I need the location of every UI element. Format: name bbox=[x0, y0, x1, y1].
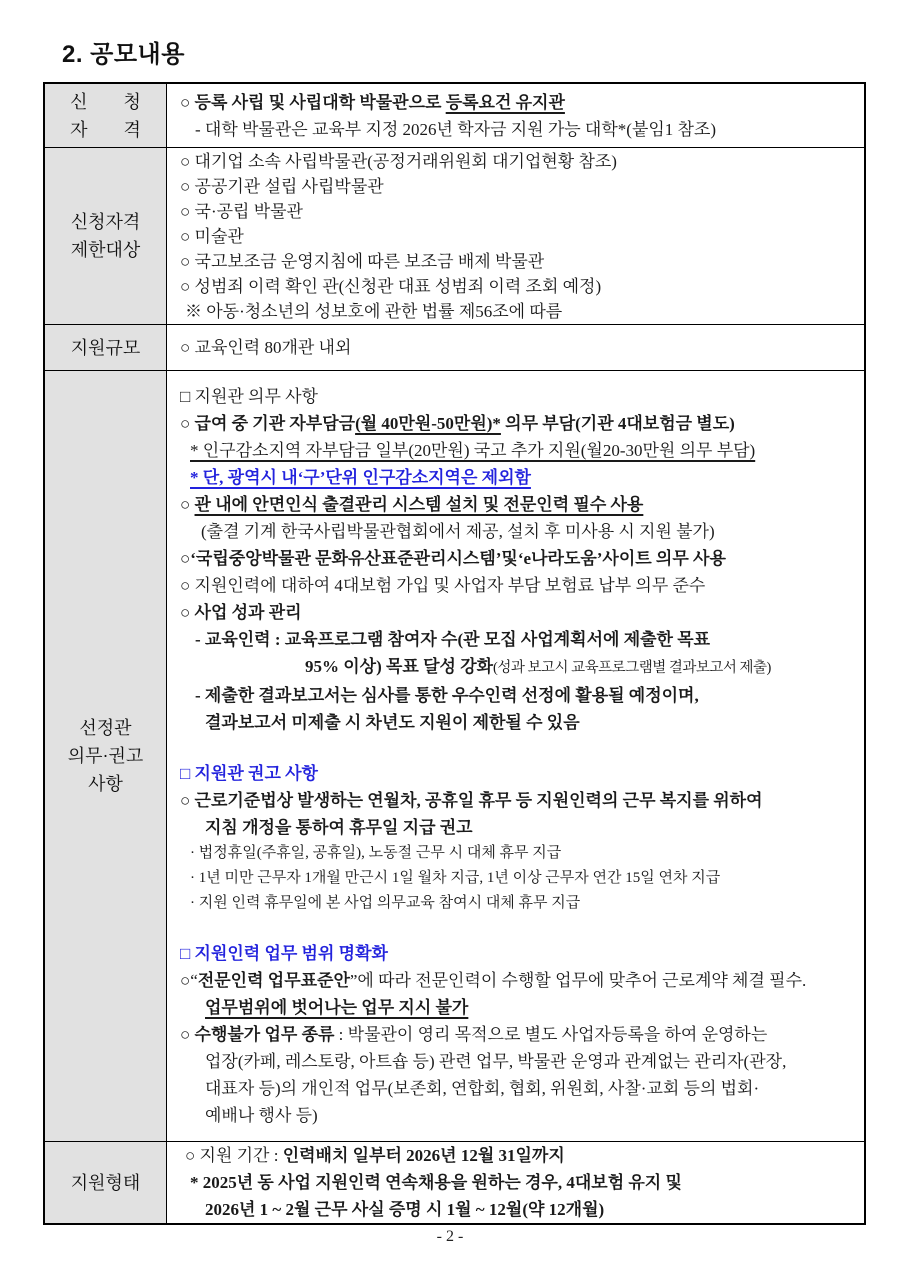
text-line bbox=[171, 760, 860, 787]
text-line bbox=[171, 841, 860, 866]
row-content bbox=[167, 84, 864, 147]
text-segment: 대표자 등)의 개인적 업무(보존회, 연합회, 협회, 위원회, 사찰·교회 등의 법회· bbox=[205, 1079, 760, 1098]
text-segment: * 인구감소지역 자부담금 일부(20만원) 국고 추가 지원(월20-30만원 의무 부담) bbox=[190, 441, 756, 460]
text-line bbox=[171, 437, 860, 464]
text-segment: (출결 기계 한국사립박물관협회에서 제공, 설치 후 미사용 시 지원 불가) bbox=[201, 522, 715, 541]
text-line bbox=[171, 116, 860, 143]
text-segment: ○“ bbox=[180, 971, 198, 990]
text-line bbox=[171, 199, 860, 224]
text-line bbox=[171, 334, 860, 361]
text-segment: 관 내에 안면인식 출결관리 시스템 설치 및 전문인력 필수 사용 bbox=[194, 495, 644, 514]
text-segment: ○ 등록 사립 및 사립대학 박물관으로 bbox=[180, 92, 446, 112]
text-segment: 지침 개정을 통하여 휴무일 지급 권고 bbox=[205, 818, 473, 837]
text-segment: ○ 교육인력 80개관 내외 bbox=[180, 338, 352, 357]
text-line bbox=[171, 940, 860, 967]
text-line bbox=[171, 491, 860, 518]
text-line bbox=[171, 1048, 860, 1075]
row-content bbox=[167, 1142, 864, 1223]
text-segment: 수행불가 업무 종류 bbox=[194, 1025, 335, 1044]
text-line bbox=[171, 866, 860, 891]
text-segment: (성과 보고시 교육프로그램별 결과보고서 제출) bbox=[493, 660, 771, 676]
row-support-scale bbox=[45, 324, 864, 370]
text-segment: ”에 따라 전문인력이 수행할 업무에 맞추어 근로계약 체결 필수. bbox=[349, 971, 807, 990]
text-line bbox=[171, 1102, 860, 1129]
text-line bbox=[171, 1169, 860, 1196]
text-line bbox=[171, 1196, 860, 1223]
text-segment: 업장(카페, 레스토랑, 아트숍 등) 관련 업무, 박물관 운영과 관계없는 관리자(관장, bbox=[205, 1052, 787, 1071]
content-table bbox=[43, 82, 866, 1225]
text-line bbox=[171, 274, 860, 299]
text-segment: ○ 사업 성과 관리 bbox=[180, 603, 302, 622]
row-qualification-restrictions bbox=[45, 147, 864, 324]
text-segment: : 박물관이 영리 목적으로 별도 사업자등록을 하여 운영하는 bbox=[334, 1025, 768, 1044]
text-segment: * 단, 광역시 내‘구’단위 인구감소지역은 제외함 bbox=[190, 468, 531, 487]
row-selected-institution-obligations bbox=[45, 370, 864, 1141]
row-label-line: 지원규모 bbox=[70, 337, 141, 358]
row-label-line: 사항 bbox=[88, 774, 123, 794]
text-segment: ○ 성범죄 이력 확인 관(신청관 대표 성범죄 이력 조회 예정) bbox=[180, 276, 602, 296]
text-line bbox=[171, 653, 860, 682]
text-segment: 95% 이상) 목표 달성 강화 bbox=[305, 657, 494, 676]
text-segment: ○ 대기업 소속 사립박물관(공정거래위원회 대기업현황 참조) bbox=[180, 151, 617, 171]
text-segment: 결과보고서 미제출 시 차년도 지원이 제한될 수 있음 bbox=[205, 713, 580, 732]
row-header bbox=[45, 1142, 167, 1223]
text-line bbox=[171, 891, 860, 916]
text-segment: 전문인력 업무표준안 bbox=[197, 971, 350, 990]
text-segment: □ 지원인력 업무 범위 명확화 bbox=[180, 944, 388, 963]
text-line bbox=[171, 149, 860, 174]
text-segment: ○ bbox=[180, 1025, 195, 1044]
text-line bbox=[171, 814, 860, 841]
row-content bbox=[167, 325, 864, 370]
text-segment: ○ 급여 중 기관 자부담금 bbox=[180, 414, 356, 433]
text-segment: - 제출한 결과보고서는 심사를 통한 우수인력 선정에 활용될 예정이며, bbox=[195, 686, 699, 705]
text-segment: 업무범위에 벗어나는 업무 지시 불가 bbox=[205, 998, 469, 1017]
text-line bbox=[171, 916, 860, 940]
text-line bbox=[171, 787, 860, 814]
text-segment: 의무 부담(기관 4대보험금 별도) bbox=[500, 414, 735, 433]
text-segment: ○ 미술관 bbox=[180, 226, 244, 246]
text-line bbox=[171, 464, 860, 491]
text-line bbox=[171, 736, 860, 760]
text-segment: ○ 국고보조금 운영지침에 따른 보조금 배제 박물관 bbox=[180, 251, 545, 271]
text-line bbox=[171, 518, 860, 545]
row-label-line: 자 격 bbox=[70, 119, 141, 140]
text-segment: ○ 지원 기간 : bbox=[185, 1146, 283, 1165]
text-segment: · 지원 인력 휴무일에 본 사업 의무교육 참여시 대체 휴무 지급 bbox=[190, 895, 581, 911]
row-label-line: 제한대상 bbox=[70, 240, 141, 260]
text-line bbox=[171, 174, 860, 199]
text-segment: 인력배치 일부터 2026년 12월 31일까지 bbox=[282, 1146, 565, 1165]
text-line bbox=[171, 709, 860, 736]
text-segment: ○ 국·공립 박물관 bbox=[180, 201, 303, 221]
text-segment: - 교육인력 : 교육프로그램 참여자 수(관 모집 사업계획서에 제출한 목표 bbox=[195, 630, 711, 649]
text-line bbox=[171, 249, 860, 274]
text-line bbox=[171, 1142, 860, 1169]
text-line bbox=[171, 1075, 860, 1102]
text-line bbox=[171, 383, 860, 410]
text-line bbox=[171, 545, 860, 572]
text-line bbox=[171, 682, 860, 709]
text-segment: 예배나 행사 등) bbox=[205, 1106, 318, 1125]
text-line bbox=[171, 626, 860, 653]
row-applicant-qualification bbox=[45, 84, 864, 147]
text-segment: - 대학 박물관은 교육부 지정 2026년 학자금 지원 가능 대학*(붙임1 참조) bbox=[195, 119, 717, 139]
text-line bbox=[171, 1021, 860, 1048]
row-header bbox=[45, 371, 167, 1141]
row-label-line: 의무·권고 bbox=[67, 746, 144, 766]
text-line bbox=[171, 572, 860, 599]
page-title: 2. 공모내용 bbox=[62, 41, 185, 68]
text-line bbox=[171, 599, 860, 626]
text-line bbox=[171, 410, 860, 437]
text-segment: □ 지원관 의무 사항 bbox=[180, 387, 318, 406]
row-header bbox=[45, 148, 167, 324]
text-line bbox=[171, 299, 860, 324]
row-label-line: 신 청 bbox=[70, 91, 141, 112]
text-segment: ○ bbox=[180, 495, 195, 514]
text-line bbox=[171, 89, 860, 116]
row-content bbox=[167, 371, 864, 1141]
text-segment: · 법정휴일(주휴일, 공휴일), 노동절 근무 시 대체 휴무 지급 bbox=[190, 845, 562, 861]
text-segment: ○ 지원인력에 대하여 4대보험 가입 및 사업자 부담 보험료 납부 의무 준수 bbox=[180, 576, 706, 595]
row-support-form bbox=[45, 1141, 864, 1223]
page-number: - 2 - bbox=[436, 1228, 464, 1245]
text-segment: ○‘국립중앙박물관 문화유산표준관리시스템’및‘e나라도움’사이트 의무 사용 bbox=[180, 549, 726, 568]
text-segment: 2026년 1 ~ 2월 근무 사실 증명 시 1월 ~ 12월(약 12개월) bbox=[205, 1200, 605, 1219]
text-segment: (월 40만원-50만원)* bbox=[355, 414, 501, 433]
row-content bbox=[167, 148, 864, 324]
text-segment: ※ 아동·청소년의 성보호에 관한 법률 제56조에 따름 bbox=[185, 301, 563, 321]
row-header bbox=[45, 325, 167, 370]
row-label-line: 신청자격 bbox=[70, 212, 141, 232]
text-line bbox=[171, 224, 860, 249]
row-label-line: 선정관 bbox=[79, 718, 132, 738]
text-segment: 등록요건 유지관 bbox=[445, 92, 565, 112]
text-segment: ○ 공공기관 설립 사립박물관 bbox=[180, 176, 384, 196]
text-line bbox=[171, 967, 860, 994]
row-label-line: 지원형태 bbox=[70, 1172, 141, 1193]
text-segment: ○ 근로기준법상 발생하는 연월차, 공휴일 휴무 등 지원인력의 근무 복지를 위하여 bbox=[180, 791, 763, 810]
text-line bbox=[171, 994, 860, 1021]
row-header bbox=[45, 84, 167, 147]
text-segment: □ 지원관 권고 사항 bbox=[180, 764, 318, 783]
text-segment: * 2025년 동 사업 지원인력 연속채용을 원하는 경우, 4대보험 유지 및 bbox=[190, 1173, 682, 1192]
text-segment: · 1년 미만 근무자 1개월 만근시 1일 월차 지급, 1년 이상 근무자 연간 15일 연차 지급 bbox=[190, 870, 721, 886]
